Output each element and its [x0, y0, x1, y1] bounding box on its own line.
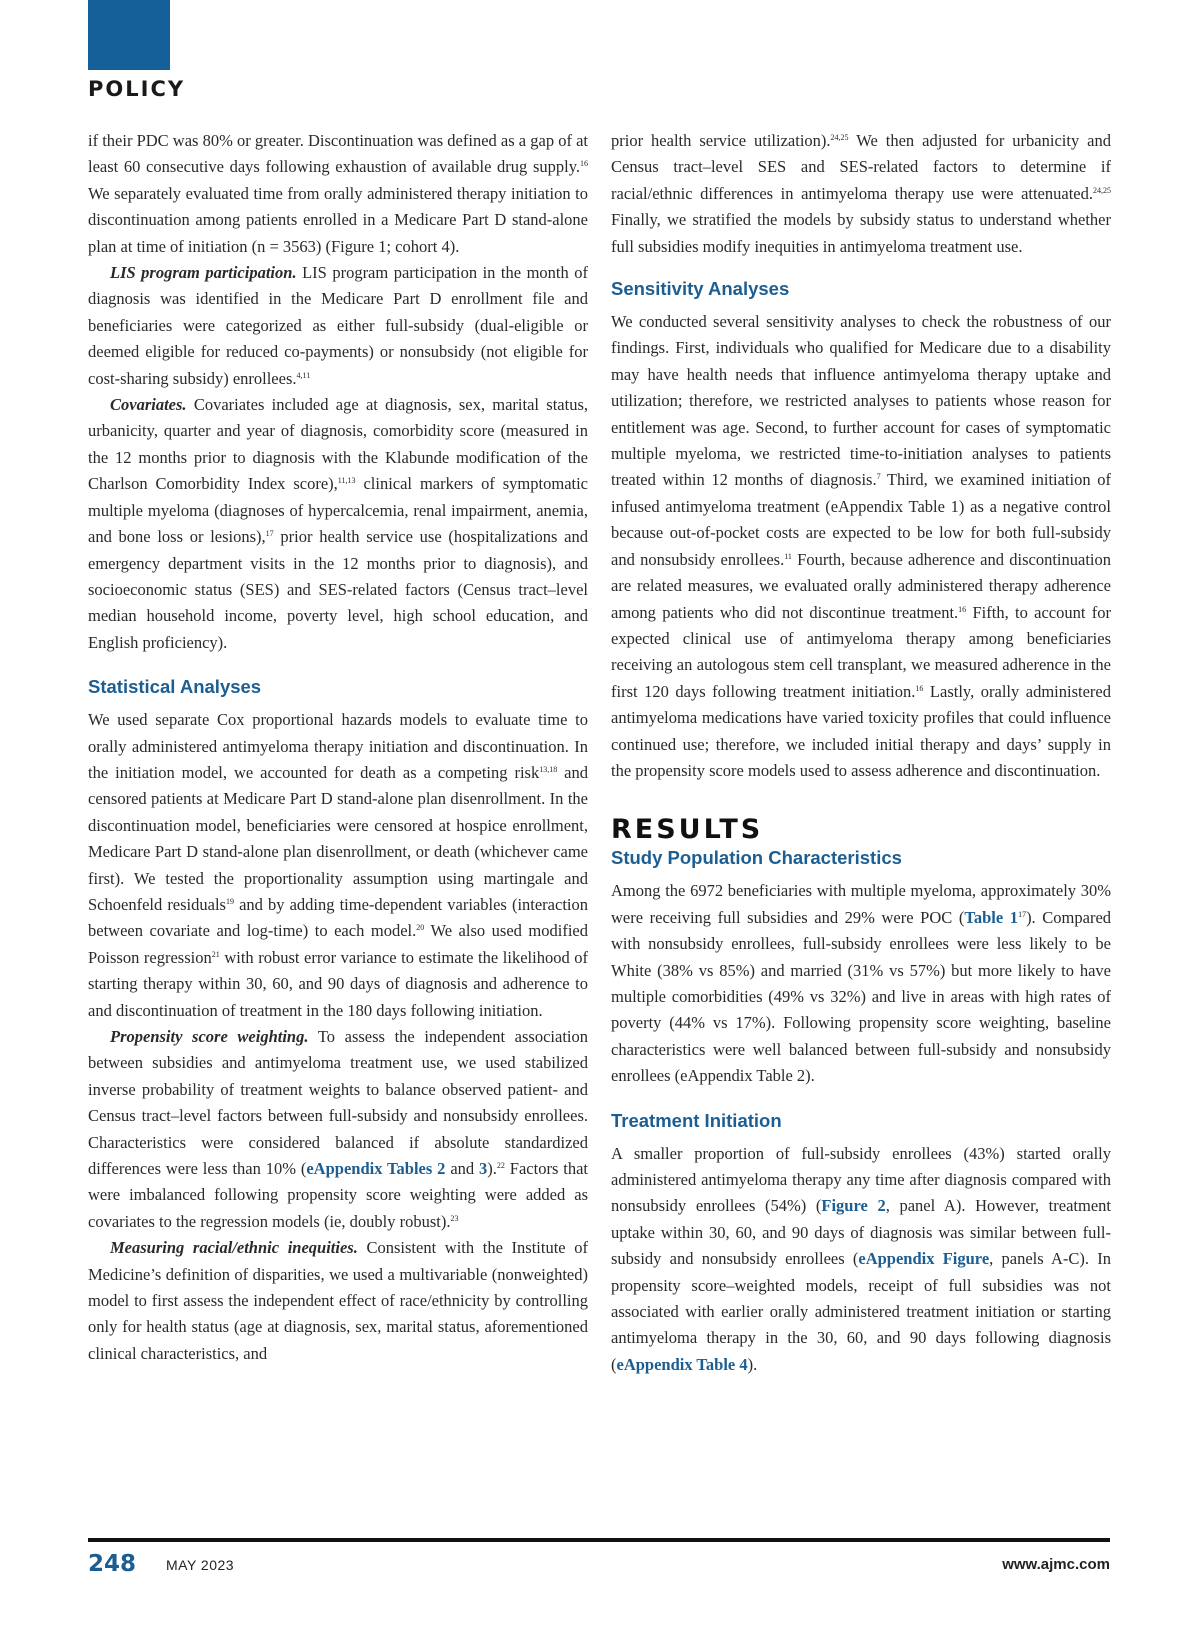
- paragraph: A smaller proportion of full-subsidy enrollees (43%) started orally administered antimyeloma therapy any time after diagnosis compared with nonsubsidy enrollees (54%) (Figure 2, panel A). However, treatment uptake within 30, 60, and 90 days of diagnosis was similar between full-subsidy and nonsubsidy enrollees (eAppendix Figure, panels A-C). In propensity score–weighted models, receipt of full subsidies was not associated with earlier orally administered treatment initiation or starting antimyeloma therapy in the 30, 60, and 90 days following diagnosis (eAppendix Table 4).: [611, 1143, 1111, 1374]
- paragraph: Propensity score weighting. To assess the independent association between subsidies and antimyeloma treatment use, we used stabilized inverse probability of treatment weights to balance observed patient- and Census tract–level factors between full-subsidy and nonsubsidy enrollees. Characteristics were considered balanced if absolute standardized differences were less than 10% (eAppendix Tables 2 and 3).$^{22}$ Factors that were imbalanced following propensity score weighting were added as covariates to the regression models (ie, doubly robust).$^{23}$: [88, 1027, 588, 1231]
- paragraph: LIS program participation. LIS program participation in the month of diagnosis was identified in the Medicare Part D enrollment file and beneficiaries were categorized as either full-subsidy (dual-eligible or deemed eligible for reduced co-payments) or nonsubsidy (not eligible for cost-sharing subsidy) enrollees.$^{4,11}$: [88, 263, 588, 388]
- section-heading: Study Population Characteristics: [611, 847, 902, 869]
- issue-date: MAY 2023: [166, 1557, 235, 1573]
- paragraph: We conducted several sensitivity analyses to check the robustness of our findings. First, individuals who qualified for Medicare due to a disability may have health needs that influence antimyeloma therapy uptake and utilization; therefore, we restricted analyses to patients whose reason for entitlement was age. Second, to further account for cases of symptomatic multiple myeloma, we restricted time-to-initiation analyses to patients treated within 12 months of diagnosis.$^7$ Third, we examined initiation of infused antimyeloma treatment (eAppendix Table 1) as a negative control because out-of-pocket costs are expected to be low for both full-subsidy and nonsubsidy enrollees.$^{11}$ Fourth, because adherence and discontinuation are related measures, we evaluated orally administered therapy adherence among patients who did not discontinue treatment.$^{16}$ Fifth, to account for expected clinical use of antimyeloma therapy among beneficiaries receiving an autologous stem cell transplant, we measured adherence in the first 120 days following treatment initiation.$^{16}$ Lastly, orally administered antimyeloma medications have varied toxicity profiles that could influence continued use; therefore, we included initial therapy and days’ supply in the propensity score models used to assess adherence and discontinuation.: [611, 312, 1112, 780]
- paragraph: Measuring racial/ethnic inequities. Consistent with the Institute of Medicine’s definition of disparities, we used a multivariable (nonweighted) model to first assess the independent effect of race/ethnicity by controlling only for health status (age at diagnosis, sex, marital status, aforementioned clinical characteristics, and: [88, 1238, 588, 1363]
- paragraph: if their PDC was 80% or greater. Discontinuation was defined as a gap of at least 60 consecutive days following exhaustion of available drug supply.$^{16}$ We separately evaluated time from orally administered therapy initiation to discontinuation among patients enrolled in a Medicare Part D stand-alone plan at time of initiation (n = 3563) (Figure 1; cohort 4).: [88, 131, 588, 256]
- figure-2-link[interactable]: Figure 2: [821, 1196, 886, 1216]
- results-heading: RESULTS: [611, 814, 764, 846]
- paragraph: Among the 6972 beneficiaries with multiple myeloma, approximately 30% were receiving full subsidies and 29% were POC (Table $1^{17}$). Compared with nonsubsidy enrollees, full-subsidy enrollees were less likely to be White (38% vs 85%) and married (31% vs 57%) but more likely to have multiple comorbidities (49% vs 32%) and live in areas with high rates of poverty (44% vs 17%). Following propensity score weighting, baseline characteristics were well balanced between full-subsidy and nonsubsidy enrollees (eAppendix Table 2).: [611, 881, 1112, 1086]
- left-column: [88, 128, 588, 1367]
- paragraph: We used separate Cox proportional hazards models to evaluate time to orally administered antimyeloma therapy initiation and discontinuation. In the initiation model, we accounted for death as a competing risk$^{13,18}$ and censored patients at Medicare Part D stand-alone plan disenrollment. In the discontinuation model, beneficiaries were censored at hospice enrollment, Medicare Part D stand-alone plan disenrollment, or death (whichever came first). We tested the proportionality assumption using martingale and Schoenfeld residuals$^{19}$ and by adding time-dependent variables (interaction between covariate and log-time) to each model.$^{20}$ We also used modified Poisson regression$^{21}$ with robust error variance to estimate the likelihood of starting therapy within 30, 60, and 90 days of diagnosis and adherence to and discontinuation of treatment in the 180 days following initiation.: [88, 710, 589, 1020]
- paragraph: Covariates. Covariates included age at diagnosis, sex, marital status, urbanicity, quarter and year of diagnosis, comorbidity score (measured in the 12 months prior to diagnosis with the Klabunde modification of the Charlson Comorbidity Index score),$^{11,13}$ clinical markers of symptomatic multiple myeloma (diagnoses of hypercalcemia, renal impairment, anemia, and bone loss or lesions),$^{17}$ prior health service use (hospitalizations and emergency department visits in the 12 months prior to diagnosis), and socioeconomic status (SES) and SES-related factors (Census tract–level median household income, poverty level, high school education, and English proficiency).: [88, 395, 589, 652]
- eappendix-table-4-link[interactable]: eAppendix Table 4: [616, 1354, 748, 1374]
- website-url[interactable]: www.ajmc.com: [1002, 1556, 1110, 1573]
- section-heading: Statistical Analyses: [88, 676, 262, 698]
- eappendix-figure-link[interactable]: eAppendix Figure: [858, 1249, 990, 1269]
- page-number: 248: [88, 1551, 137, 1577]
- section-label: POLICY: [88, 77, 186, 101]
- table-1-link[interactable]: Table 1: [964, 907, 1019, 927]
- eappendix-tables-link[interactable]: eAppendix Tables 2: [306, 1159, 446, 1179]
- section-heading: Treatment Initiation: [611, 1109, 782, 1131]
- paragraph: prior health service utilization).$^{24,25}$ We then adjusted for urbanicity and Census tract–level SES and SES-related factors to determine if racial/ethnic differences in antimyeloma therapy use were attenuated.$^{24,25}$ Finally, we stratified the models by subsidy status to understand whether full subsidies modify inequities in antimyeloma treatment use.: [611, 131, 1111, 256]
- footer-rule: [88, 1538, 1110, 1542]
- section-heading: Sensitivity Analyses: [611, 278, 790, 300]
- eappendix-table-3-link[interactable]: 3: [479, 1159, 488, 1179]
- section-color-block: [88, 0, 170, 70]
- right-column: [611, 128, 1111, 1378]
